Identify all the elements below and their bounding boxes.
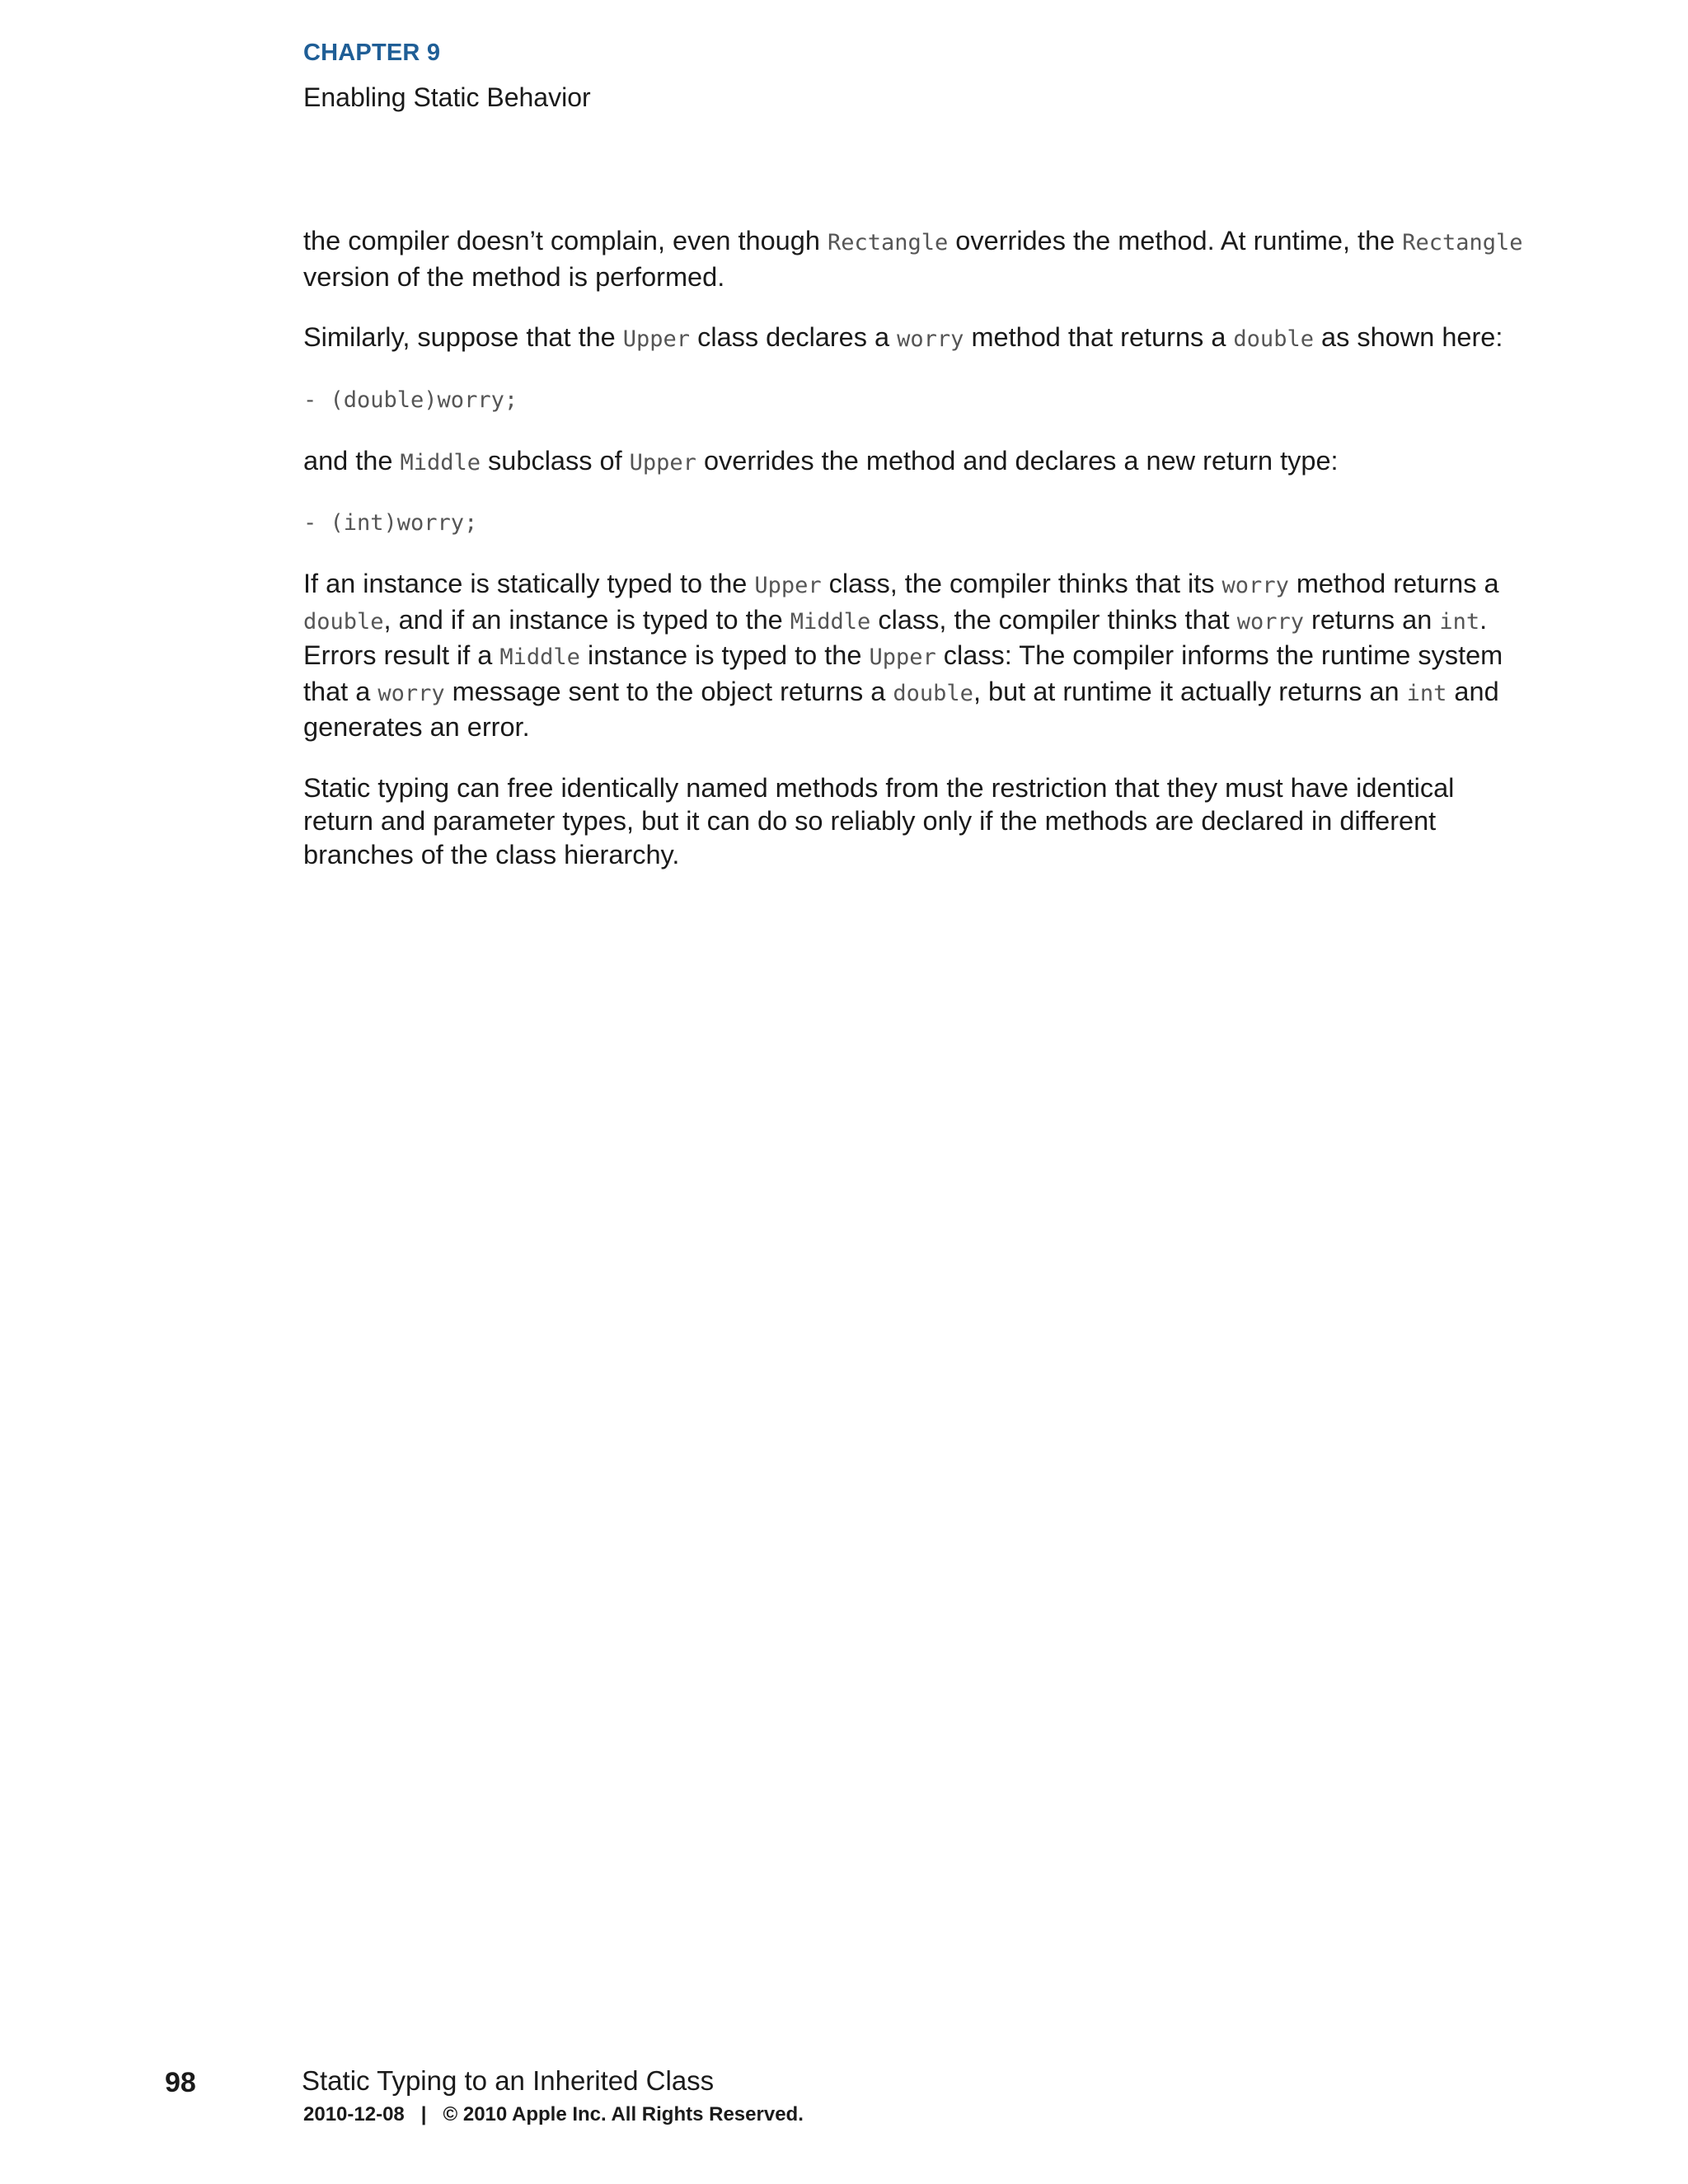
inline-code: Middle [790,608,871,635]
text-run: class: The compiler informs the runtime system that a [303,640,1503,706]
footer-section-title: Static Typing to an Inherited Class [302,2065,715,2096]
text-run: as shown here: [1313,322,1503,352]
text-run: , and if an instance is typed to the [383,604,790,635]
inline-code: double [893,680,973,706]
inline-code: worry [897,326,964,352]
text-run: overrides the method and declares a new return type: [696,445,1339,476]
text-run: method returns a [1288,569,1499,598]
inline-code: Upper [754,573,822,598]
paragraph-2 [303,321,1531,357]
text-run: message sent to the object returns a [444,676,893,706]
inline-code: worry [377,680,445,706]
text-run: subclass of [481,445,630,476]
inline-code: double [303,608,384,635]
paragraph-4 [303,567,1531,744]
text-run: If an instance is statically typed to the [303,569,755,598]
text-run: version of the method is performed. [303,261,725,292]
text-run: . Errors result if a [303,604,1488,670]
inline-code: double [1233,326,1314,352]
inline-code: worry [1236,608,1304,635]
text-run: returns an [1303,604,1440,635]
text-run: class, the compiler thinks that [870,604,1237,635]
inline-code: Rectangle [1402,230,1523,255]
text-run: Similarly, suppose that the [303,322,623,352]
inline-code: int [1406,680,1447,706]
text-run: class, the compiler thinks that its [821,569,1222,598]
text-run: and generates an error. [303,676,1499,742]
inline-code: Upper [622,326,691,352]
chapter-title: Enabling Static Behavior [303,82,591,112]
inline-code: int [1439,608,1480,635]
body-text [303,224,1531,898]
text-run: method that returns a [964,322,1234,352]
inline-code: Upper [629,449,696,476]
paragraph-3 [303,444,1531,480]
code-block-1: - (double)worry; [303,387,518,413]
chapter-label: CHAPTER 9 [303,40,441,66]
inline-code: Middle [499,644,580,670]
inline-code: Middle [400,449,481,476]
footer-copyright: 2010-12-08 | © 2010 Apple Inc. All Rights Reserved. [303,2103,804,2125]
text-run: and the [303,445,401,476]
page-number: 98 [165,2067,196,2098]
text-run: , but at runtime it actually returns an [973,676,1407,706]
paragraph-1 [303,224,1531,293]
text-run: instance is typed to the [579,640,870,670]
inline-code: Rectangle [827,230,949,255]
text-run: the compiler doesn’t complain, even though [303,226,828,255]
code-block-2: - (int)worry; [303,510,478,536]
inline-code: Upper [869,644,936,670]
text-run: class declares a [690,322,898,352]
text-run: overrides the method. At runtime, the [948,226,1403,255]
inline-code: worry [1221,573,1289,598]
paragraph-5: Static typing can free identically named methods from the restriction that they must have identical return and parameter types, but it can do so reliably only if the methods are declared in different branches of the class hierarchy. [303,772,1455,869]
